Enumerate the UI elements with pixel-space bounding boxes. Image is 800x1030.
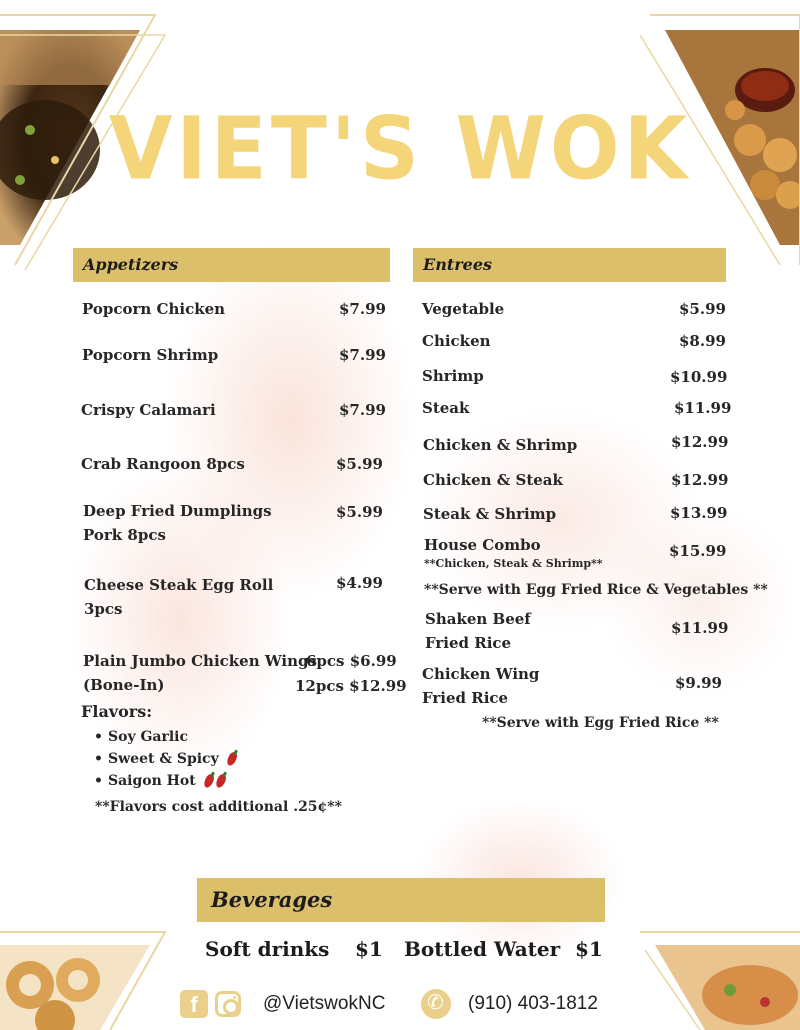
menu-item-name-line2: Fried Rice [422, 689, 509, 707]
menu-item-price: $5.99 [336, 503, 383, 521]
menu-item-price: $7.99 [339, 300, 386, 318]
menu-item-name: Chicken Wing [422, 665, 540, 683]
menu-item-price: $15.99 [669, 542, 727, 560]
menu-item-price: $12.99 [671, 433, 729, 451]
flavor-item [108, 751, 236, 767]
fried-rice-note: **Serve with Egg Fried Rice ** [482, 715, 719, 731]
menu-item-price: $4.99 [336, 574, 383, 592]
menu-item-name: House Combo [424, 536, 541, 554]
menu-item-price: $9.99 [675, 674, 722, 692]
bottom-left-food-photo [0, 920, 180, 1030]
menu-item-name: Shaken Beef [425, 610, 531, 628]
entrees-note: **Serve with Egg Fried Rice & Vegetables ** [424, 582, 768, 598]
facebook-icon[interactable]: f [180, 990, 208, 1018]
menu-item-price: $12.99 [671, 471, 729, 489]
menu-item-name: Crab Rangoon 8pcs [81, 455, 245, 473]
menu-item-name: Popcorn Shrimp [82, 346, 219, 364]
menu-item-name: Vegetable [422, 300, 505, 318]
beverage-price: $1 [355, 937, 383, 961]
menu-item-name: Chicken [422, 332, 491, 350]
menu-item-name: Deep Fried Dumplings [83, 502, 272, 520]
phone-icon[interactable] [421, 989, 451, 1019]
menu-item-name-line2: 3pcs [84, 600, 123, 618]
menu-item-name: Crispy Calamari [81, 401, 216, 419]
flavor-item [108, 729, 188, 745]
menu-item-name-line2: Fried Rice [425, 634, 512, 652]
phone-number[interactable]: (910) 403-1812 [468, 993, 598, 1014]
wings-price-6pcs: 6pcs $6.99 [306, 652, 397, 670]
beverage-price: $1 [575, 937, 603, 961]
menu-item-description: **Chicken, Steak & Shrimp** [424, 557, 603, 570]
menu-item-price: $5.99 [679, 300, 726, 318]
flavors-note: **Flavors cost additional .25¢** [95, 799, 342, 815]
menu-item-price: $7.99 [339, 346, 386, 364]
menu-item-price: $13.99 [670, 504, 728, 522]
wings-price-12pcs: 12pcs $12.99 [295, 677, 407, 695]
menu-item-price: $8.99 [679, 332, 726, 350]
flavor-label: Sweet & Spicy [108, 751, 219, 767]
menu-item-name: Steak [422, 399, 470, 417]
beverage-name: Soft drinks [205, 937, 330, 961]
flavor-item [108, 773, 225, 789]
restaurant-title: VIET'S WOK [108, 99, 692, 200]
menu-item-price: $11.99 [674, 399, 732, 417]
menu-item-price: $5.99 [336, 455, 383, 473]
wings-name: Plain Jumbo Chicken Wings [83, 652, 317, 670]
chili-pepper-icon [202, 773, 215, 789]
chili-pepper-icon [214, 773, 227, 789]
menu-item-price: $10.99 [670, 368, 728, 386]
beverages-header: Beverages [197, 878, 605, 922]
bottom-right-food-photo [630, 920, 800, 1030]
menu-item-name-line2: Pork 8pcs [83, 526, 166, 544]
entrees-header: Entrees [413, 248, 726, 282]
menu-item-name: Chicken & Steak [423, 471, 563, 489]
menu-item-name: Cheese Steak Egg Roll [84, 576, 274, 594]
instagram-icon[interactable] [215, 991, 241, 1017]
flavors-label: Flavors: [81, 702, 153, 721]
wings-name-line2: (Bone-In) [83, 676, 165, 694]
menu-item-name: Popcorn Chicken [82, 300, 226, 318]
menu-item-name: Steak & Shrimp [423, 505, 557, 523]
flavor-label: Soy Garlic [108, 729, 189, 745]
menu-item-price: $7.99 [339, 401, 386, 419]
menu-item-price: $11.99 [671, 619, 729, 637]
chili-pepper-icon [225, 751, 238, 767]
social-handle[interactable]: @VietswokNC [263, 993, 386, 1014]
flavor-label: Saigon Hot [108, 773, 196, 789]
appetizers-header: Appetizers [73, 248, 390, 282]
beverage-name: Bottled Water [404, 937, 561, 961]
menu-item-name: Shrimp [422, 367, 484, 385]
menu-item-name: Chicken & Shrimp [423, 436, 578, 454]
